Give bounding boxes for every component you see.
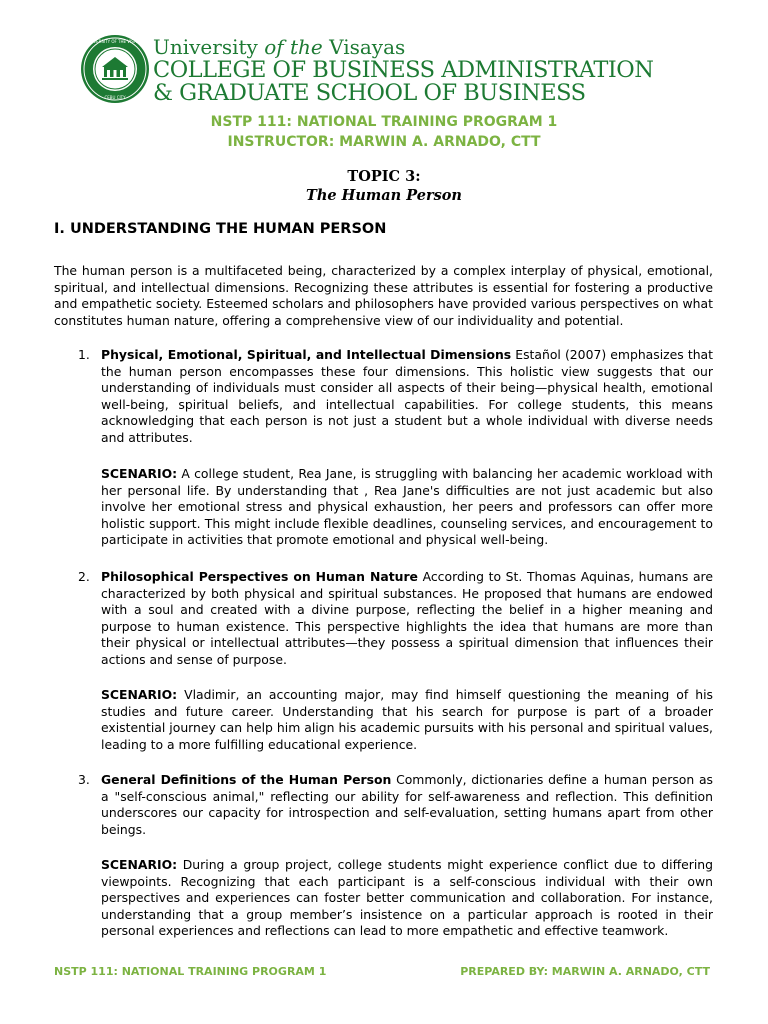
footer-prepared-by: PREPARED BY: MARWIN A. ARNADO, CTT [460, 965, 710, 978]
scenario-paragraph: SCENARIO: A college student, Rea Jane, is struggling with balancing her academic workload with her personal life. By understanding that , Rea Jane's difficulties are not just academic but also involve her emotional stress and physical exhaustion, her peers and professors can offer more holistic support. This might include flexible deadlines, counseling services, and encouragement to participate in activities that promote emotional and physical well-being. [101, 466, 713, 547]
svg-text:CEBU CITY: CEBU CITY [104, 95, 126, 100]
scenario-label: SCENARIO: [101, 466, 178, 481]
svg-text:UNIVERSITY OF THE VISAYAS: UNIVERSITY OF THE VISAYAS [86, 39, 144, 44]
footer-course: NSTP 111: NATIONAL TRAINING PROGRAM 1 [54, 965, 327, 978]
scenario-paragraph: SCENARIO: During a group project, college students might experience conflict due to differing viewpoints. Recognizing that each participant is a self-conscious individual with their own perspectives and experiences can foster better communication and collaboration. For instance, understanding that a group member’s insistence on a particular approach is rooted in their personal experiences and reflections can lead to more empathetic and effective teamwork. [101, 857, 713, 938]
list-item-number: 3. [78, 772, 90, 787]
topic-title: The Human Person [306, 187, 462, 204]
university-seal-logo [80, 34, 150, 104]
course-title: NSTP 111: NATIONAL TRAINING PROGRAM 1 [210, 114, 558, 130]
list-item-number: 2. [78, 569, 90, 584]
list-item: Philosophical Perspectives on Human Nature According to St. Thomas Aquinas, humans are characterized by both physical and spiritual substances. He proposed that humans are endowed with a soul and created with a divine purpose, reflecting the belief in a higher meaning and purpose to human existence. This perspective highlights the idea that humans are more than their physical or intellectual attributes—they possess a spiritual dimension that influences their actions and sense of purpose. [101, 569, 713, 667]
list-item: Physical, Emotional, Spiritual, and Intellectual Dimensions Estañol (2007) emphasizes that the human person encompasses these four dimensions. This holistic view suggests that our understanding of individuals must consider all aspects of their being—physical health, emotional well-being, spiritual beliefs, and intellectual capabilities. For college students, this means acknowledging that each person is not just a student but a whole individual with diverse needs and attributes. [101, 347, 713, 445]
list-item-title: Physical, Emotional, Spiritual, and Intellectual Dimensions [101, 347, 512, 362]
scenario-label: SCENARIO: [101, 857, 178, 872]
section-heading: I. UNDERSTANDING THE HUMAN PERSON [54, 221, 387, 237]
list-item-title: General Definitions of the Human Person [101, 772, 392, 787]
topic-label: TOPIC 3: [347, 168, 421, 185]
list-item-title: Philosophical Perspectives on Human Nature [101, 569, 418, 584]
list-item-number: 1. [78, 347, 90, 362]
scenario-paragraph: SCENARIO: Vladimir, an accounting major, may find himself questioning the meaning of his studies and future career. Understanding that his search for purpose is part of a broader existential journey can help him align his academic pursuits with his personal and spiritual values, leading to a more fulfilling educational experience. [101, 687, 713, 752]
instructor-line: INSTRUCTOR: MARWIN A. ARNADO, CTT [227, 134, 541, 150]
scenario-label: SCENARIO: [101, 687, 178, 702]
graduate-school-name: & GRADUATE SCHOOL OF BUSINESS [153, 80, 586, 106]
university-name: University of the Visayas [153, 35, 406, 59]
list-item: General Definitions of the Human Person Commonly, dictionaries define a human person as a "self-conscious animal," reflecting our ability for self-awareness and reflection. This definition underscores our capacity for introspection and self-evaluation, setting humans apart from other beings. [101, 772, 713, 837]
page-header [80, 34, 720, 106]
intro-paragraph: The human person is a multifaceted being, characterized by a complex interplay of physical, emotional, spiritual, and intellectual dimensions. Recognizing these attributes is essential for fostering a productive and empathetic society. Esteemed scholars and philosophers have provided various perspectives on what constitutes human nature, offering a comprehensive view of our individuality and potential. [54, 263, 713, 328]
college-name: COLLEGE OF BUSINESS ADMINISTRATION [153, 57, 654, 83]
